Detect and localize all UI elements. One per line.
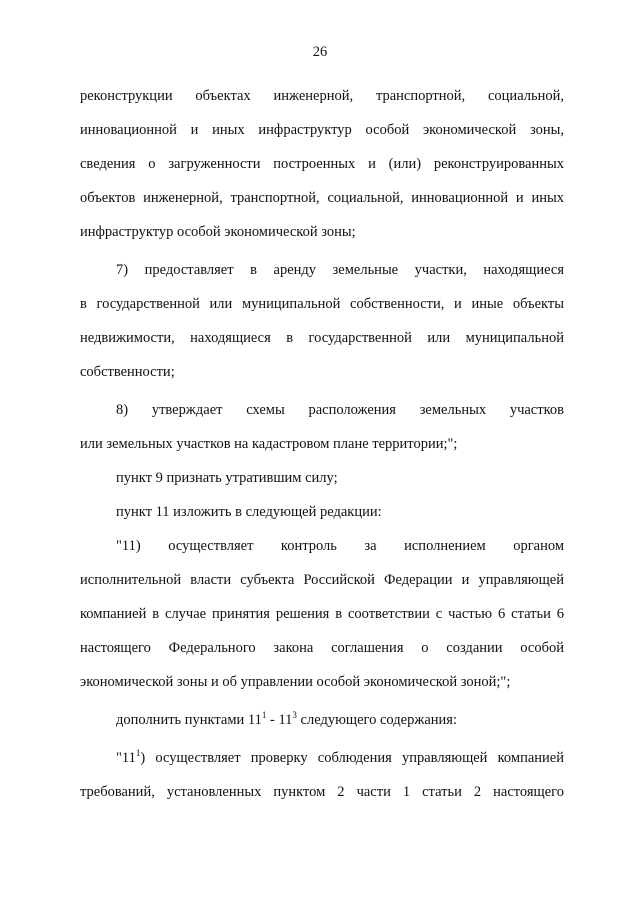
text-fragment: дополнить пунктами 11 xyxy=(116,712,262,728)
text-line: "11) осуществляет контроль за исполнением органом xyxy=(116,538,564,554)
text-line: инновационной и иных инфраструктур особой экономической зоны, xyxy=(80,122,564,138)
text-line: пункт 9 признать утратившим силу; xyxy=(116,470,338,486)
page-number: 26 xyxy=(312,44,328,60)
text-line: требований, установленных пунктом 2 части 1 статьи 2 настоящего xyxy=(80,784,564,800)
text-fragment: "11 xyxy=(116,750,136,766)
text-line: объектов инженерной, транспортной, социальной, инновационной и иных xyxy=(80,190,564,206)
text-line xyxy=(80,741,564,775)
text-line: исполнительной власти субъекта Российской Федерации и управляющей xyxy=(80,572,564,588)
document-body xyxy=(80,79,564,809)
text-line: пункт 11 изложить в следующей редакции: xyxy=(116,504,382,520)
text-line: сведения о загруженности построенных и (или) реконструированных xyxy=(80,156,564,172)
paragraph-item-11-1 xyxy=(80,741,564,809)
superscript: 1 xyxy=(135,748,141,758)
text-line: или земельных участков на кадастровом плане территории;"; xyxy=(80,436,458,452)
text-fragment: - 11 xyxy=(266,712,293,728)
text-line: в государственной или муниципальной собственности, и иные объекты xyxy=(80,296,564,312)
paragraph-item-11 xyxy=(80,529,564,699)
paragraph-point-11 xyxy=(80,495,564,529)
text-line: настоящего Федерального закона соглашения о создании особой xyxy=(80,640,564,656)
paragraph-point-9 xyxy=(80,461,564,495)
superscript: 1 xyxy=(261,710,267,720)
text-line: реконструкции объектах инженерной, транспортной, социальной, xyxy=(80,88,564,104)
text-fragment: следующего содержания: xyxy=(296,712,457,728)
text-line: собственности; xyxy=(80,364,175,380)
text-line: 7) предоставляет в аренду земельные участки, находящиеся xyxy=(116,262,564,278)
text-line xyxy=(80,703,564,737)
paragraph-continuation xyxy=(80,79,564,249)
text-fragment: ) осуществляет проверку соблюдения управляющей компанией xyxy=(140,750,564,766)
paragraph-add-points xyxy=(80,703,564,737)
paragraph-item-7 xyxy=(80,253,564,389)
text-line: 8) утверждает схемы расположения земельных участков xyxy=(116,402,564,418)
superscript: 3 xyxy=(292,710,297,720)
text-line: компанией в случае принятия решения в соответствии с частью 6 статьи 6 xyxy=(80,606,564,622)
text-line: инфраструктур особой экономической зоны; xyxy=(80,224,356,240)
paragraph-item-8 xyxy=(80,393,564,461)
text-line: недвижимости, находящиеся в государственной или муниципальной xyxy=(80,330,564,346)
text-line: экономической зоны и об управлении особой экономической зоной;"; xyxy=(80,674,511,690)
